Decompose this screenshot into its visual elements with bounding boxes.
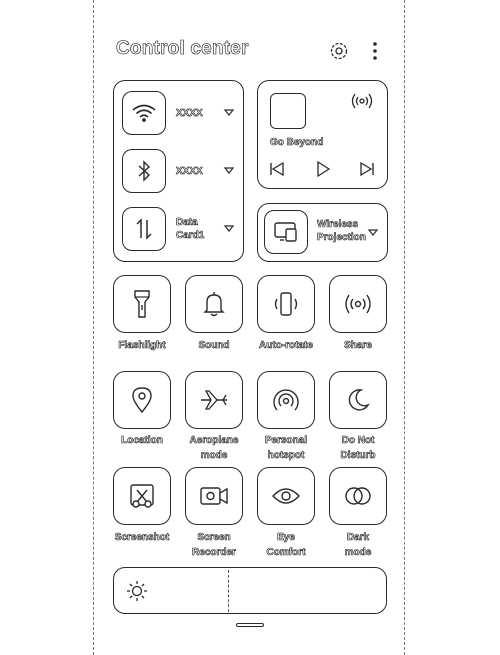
scissors-icon: [128, 482, 156, 510]
personal-hotspot-tile[interactable]: [257, 371, 315, 429]
airplane-icon: [199, 389, 229, 411]
tile-label-auto-rotate: [246, 338, 326, 353]
hotspot-icon: [272, 386, 300, 414]
data-label-line1: Data: [176, 217, 198, 228]
wifi-toggle[interactable]: [122, 91, 238, 135]
flashlight-tile[interactable]: [113, 275, 171, 333]
moon-icon: [346, 388, 370, 412]
sun-icon: [126, 580, 148, 602]
data-label: [176, 216, 204, 242]
screen-recorder-tile[interactable]: [185, 467, 243, 525]
tile-label-line1: Location: [121, 435, 163, 446]
page-title: Control center: [116, 38, 249, 59]
share-signal-icon: [344, 292, 372, 316]
tile-label-line1: Eye: [277, 532, 295, 543]
tile-label-line1: Personal: [264, 435, 308, 446]
tile-label-line2: mode: [344, 547, 372, 558]
tile-label-line1: Screenshot: [114, 532, 170, 543]
wireless-projection-icon: [274, 222, 298, 242]
location-pin-icon: [131, 386, 153, 414]
tile-label-line1: Auto-rotate: [259, 340, 313, 351]
tile-label-line1: Share: [344, 340, 372, 351]
more-vertical-icon[interactable]: [370, 40, 380, 62]
do-not-disturb-tile[interactable]: [329, 371, 387, 429]
tile-label-line2: Comfort: [266, 547, 306, 558]
play-icon[interactable]: [314, 160, 332, 178]
chevron-down-icon[interactable]: [224, 109, 234, 117]
projection-label-line1: Wireless: [317, 219, 359, 230]
bluetooth-label: XXXX: [176, 166, 203, 177]
eye-icon: [271, 486, 301, 506]
tile-label-line1: Aeroplane: [189, 435, 239, 446]
tile-label-line1: Sound: [198, 340, 230, 351]
auto-rotate-icon: [272, 290, 300, 318]
aeroplane-mode-tile[interactable]: [185, 371, 243, 429]
mobile-data-toggle[interactable]: [122, 207, 238, 251]
projection-label-line2: Projection: [317, 232, 366, 243]
chevron-down-icon[interactable]: [368, 229, 378, 237]
mobile-data-button[interactable]: [122, 207, 166, 251]
chevron-down-icon[interactable]: [224, 225, 234, 233]
wifi-icon: [131, 103, 157, 123]
bluetooth-toggle[interactable]: [122, 149, 238, 193]
tile-label-line1: Screen: [197, 532, 231, 543]
tile-label-sound: [174, 338, 254, 353]
screenshot-tile[interactable]: [113, 467, 171, 525]
eye-comfort-tile[interactable]: [257, 467, 315, 525]
tile-label-recorder: [174, 530, 254, 560]
tile-label-eye-comfort: [246, 530, 326, 560]
tile-label-location: [102, 433, 182, 448]
share-tile[interactable]: [329, 275, 387, 333]
tile-label-share: [318, 338, 398, 353]
location-tile[interactable]: [113, 371, 171, 429]
tile-label-flashlight: [102, 338, 182, 353]
bluetooth-icon: [137, 160, 151, 182]
next-icon[interactable]: [358, 160, 376, 178]
wifi-label: XXXX: [176, 108, 203, 119]
tile-label-line2: hotspot: [267, 450, 305, 461]
tile-label-line2: mode: [200, 450, 228, 461]
tile-label-aeroplane: [174, 433, 254, 463]
tile-label-line2: Disturb: [340, 450, 376, 461]
previous-icon[interactable]: [268, 160, 286, 178]
song-title: Go Beyond: [270, 137, 324, 148]
gear-icon[interactable]: [328, 40, 350, 62]
dark-mode-icon: [343, 485, 373, 507]
sound-tile[interactable]: [185, 275, 243, 333]
tile-label-line2: Recorder: [192, 547, 236, 558]
broadcast-icon[interactable]: [352, 92, 372, 110]
data-label-line2: Card1: [176, 230, 205, 241]
tile-label-line1: Dark: [346, 532, 370, 543]
bluetooth-button[interactable]: [122, 149, 166, 193]
brightness-slider-fill-edge[interactable]: [228, 570, 229, 612]
projection-label: [317, 218, 366, 244]
tile-label-line1: Do Not: [341, 435, 375, 446]
tile-label-dnd: [318, 433, 398, 463]
tile-label-hotspot: [246, 433, 326, 463]
wifi-button[interactable]: [122, 91, 166, 135]
tile-label-screenshot: [102, 530, 182, 545]
chevron-down-icon[interactable]: [224, 167, 234, 175]
brightness-slider[interactable]: [113, 567, 387, 614]
bell-icon: [202, 291, 226, 317]
auto-rotate-tile[interactable]: [257, 275, 315, 333]
flashlight-icon: [132, 289, 152, 319]
home-indicator[interactable]: [236, 623, 264, 627]
tile-label-line1: Flashlight: [118, 340, 166, 351]
tile-label-dark-mode: [318, 530, 398, 560]
wireless-projection-button[interactable]: [264, 210, 308, 254]
dark-mode-tile[interactable]: [329, 467, 387, 525]
data-transfer-icon: [135, 218, 153, 240]
album-art[interactable]: [270, 93, 306, 129]
video-camera-icon: [199, 485, 229, 507]
